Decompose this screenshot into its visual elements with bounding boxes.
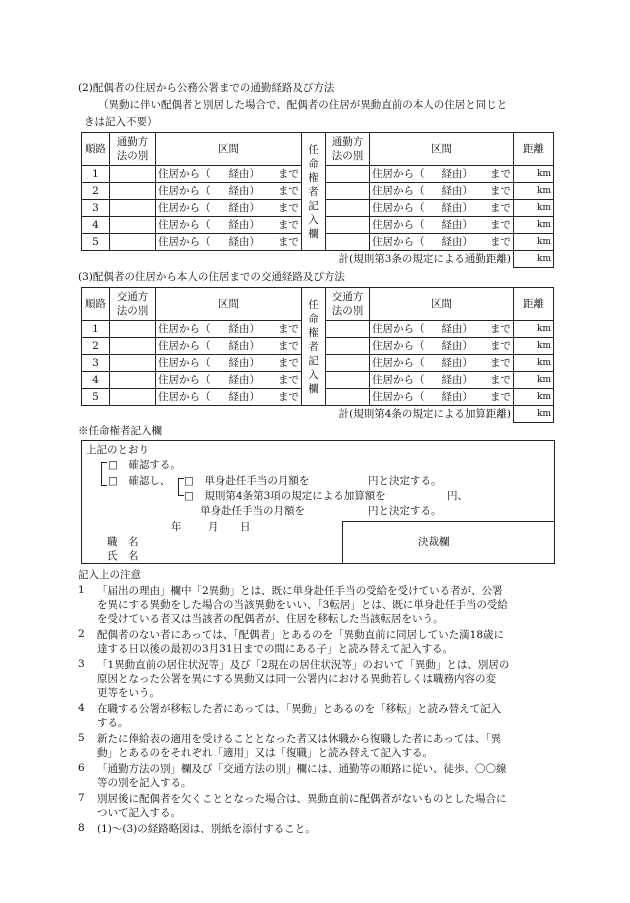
note-item: 「届出の理由」欄中「2異動」とは、既に単身赴任手当の受給を受けている者が、公署 を異にする異動をした場合の当該異動をいい、「3転居」とは、既に単身赴任手当の受給 を受けている者又は当該者の配偶者が、住居を移転した当該転居をいう。 xyxy=(97,585,508,625)
method-cell[interactable] xyxy=(326,338,370,355)
method-cell[interactable] xyxy=(326,234,370,251)
s2-total-label: 計(規則第3条の規定による通勤距離) xyxy=(82,251,514,268)
s2-col-method: 通勤方法の別 xyxy=(110,133,156,166)
method-cell[interactable] xyxy=(110,321,156,338)
s2-total-unit: km xyxy=(514,251,554,268)
s2-ninmei-column: 任 命 権 者 記 入 欄 xyxy=(302,133,326,251)
confirm-with-option[interactable]: □ 確認し、 xyxy=(108,475,171,487)
allowance-option[interactable]: □ 単身赴任手当の月額を xyxy=(184,475,310,487)
brace-left xyxy=(101,462,107,486)
day-label: 日 xyxy=(240,521,251,533)
table-row: 1 住居から（ 経由） まで 住居から（ 経由） まで km xyxy=(82,321,554,338)
note-item: 配偶者のない者にあっては、「配偶者」とあるのを「異動直前に同居していた満18歳に 達する日以後の最初の3月31日までの間にある子」と読み替えて記入する。 xyxy=(97,629,505,655)
method-cell[interactable] xyxy=(326,389,370,406)
s2-col-method-2: 通勤方法の別 xyxy=(326,133,370,166)
note-item: 別居後に配偶者を欠くこととなった場合は、異動直前に配偶者がないものとした場合に ついて記入する。 xyxy=(97,793,507,819)
s3-col-section: 区間 xyxy=(156,288,302,321)
method-cell[interactable] xyxy=(110,200,156,217)
s2-col-order: 順路 xyxy=(82,133,110,166)
table-row: 2 住居から（ 経由） まで 住居から（ 経由） まで km xyxy=(82,183,554,200)
method-cell[interactable] xyxy=(110,372,156,389)
ninmei-heading: ※任命権者記入欄 xyxy=(78,425,162,437)
s3-col-order: 順路 xyxy=(82,288,110,321)
s2-col-distance: 距離 xyxy=(514,133,554,166)
s3-col-method: 交通方法の別 xyxy=(110,288,156,321)
section2-title: (2)配偶者の住居から公務公署までの通勤経路及び方法 xyxy=(78,82,335,94)
above-text: 上記のとおり xyxy=(86,444,149,456)
monthly-decision: 円と決定する。 xyxy=(368,505,442,517)
table-row: 2 住居から（ 経由） まで 住居から（ 経由） まで km xyxy=(82,338,554,355)
table-row: 4 住居から（ 経由） まで 住居から（ 経由） まで km xyxy=(82,372,554,389)
note-number: 7 xyxy=(78,792,85,804)
allowance-decision: 円と決定する。 xyxy=(368,475,442,487)
s3-ninmei-column: 任 命 権 者 記 入 欄 xyxy=(302,288,326,406)
table-row: 3 住居から（ 経由） まで 住居から（ 経由） まで km xyxy=(82,200,554,217)
table-row: 4 住居から（ 経由） まで 住居から（ 経由） まで km xyxy=(82,217,554,234)
name-label: 氏 名 xyxy=(107,550,139,562)
note-number: 4 xyxy=(78,702,85,714)
note-number: 1 xyxy=(78,584,85,596)
note-number: 6 xyxy=(78,762,85,774)
s3-col-method-2: 交通方法の別 xyxy=(326,288,370,321)
additional-option[interactable]: □ 規則第4条第3項の規定による加算額を xyxy=(184,490,386,502)
note-item: 「1異動直前の居住状況等」及び「2現在の居住状況等」のおいて「異動」とは、別居の 原因となった公署を異にする異動又は同一公署内における異動若しくは職務内容の変 更等をいう。 xyxy=(97,659,510,699)
method-cell[interactable] xyxy=(110,355,156,372)
total-row xyxy=(82,251,554,268)
s2-col-section-2: 区間 xyxy=(370,133,514,166)
note-number: 3 xyxy=(78,658,85,670)
decision-label: 決裁欄 xyxy=(418,536,450,548)
note-item: 「通勤方法の別」欄及び「交通方法の別」欄には、通勤等の順路に従い、徒歩、〇〇線 等の別を記入する。 xyxy=(97,763,507,789)
s3-total-unit: km xyxy=(514,406,554,423)
s3-col-section-2: 区間 xyxy=(370,288,514,321)
section3-table xyxy=(81,287,554,423)
method-cell[interactable] xyxy=(110,338,156,355)
method-cell[interactable] xyxy=(110,166,156,183)
table-row: 3 住居から（ 経由） まで 住居から（ 経由） まで km xyxy=(82,355,554,372)
method-cell[interactable] xyxy=(326,355,370,372)
method-cell[interactable] xyxy=(110,234,156,251)
month-label: 月 xyxy=(208,521,219,533)
method-cell[interactable] xyxy=(326,200,370,217)
s3-total-label: 計(規則第4条の規定による加算距離) xyxy=(82,406,514,423)
additional-yen: 円、 xyxy=(447,490,468,502)
note-number: 8 xyxy=(78,822,85,834)
method-cell[interactable] xyxy=(110,389,156,406)
table-row: 5 住居から（ 経由） まで 住居から（ 経由） まで km xyxy=(82,389,554,406)
notes-heading: 記入上の注意 xyxy=(78,569,141,581)
note-item: 在職する公署が移転した者にあっては、「異動」とあるのを「移転」と読み替えて記入 する。 xyxy=(97,703,502,729)
s3-col-distance: 距離 xyxy=(514,288,554,321)
section3-title: (3)配偶者の住居から本人の住居までの交通経路及び方法 xyxy=(78,271,345,283)
method-cell[interactable] xyxy=(326,166,370,183)
confirm-option[interactable]: □ 確認する。 xyxy=(108,459,181,471)
note-number: 5 xyxy=(78,732,85,744)
table-row: 1 住居から（ 経由） まで 住居から（ 経由） まで km xyxy=(82,166,554,183)
method-cell[interactable] xyxy=(326,321,370,338)
method-cell[interactable] xyxy=(326,372,370,389)
method-cell[interactable] xyxy=(326,217,370,234)
method-cell[interactable] xyxy=(110,183,156,200)
note-item: (1)～(3)の経路略図は、別紙を添付すること。 xyxy=(97,823,316,835)
monthly-amount-label: 単身赴任手当の月額を xyxy=(200,505,305,517)
section2-note-line2: きは記入不要） xyxy=(84,116,158,128)
total-row xyxy=(82,406,554,423)
table-row: 5 住居から（ 経由） まで 住居から（ 経由） まで km xyxy=(82,234,554,251)
post-label: 職 名 xyxy=(107,536,139,548)
method-cell[interactable] xyxy=(326,183,370,200)
year-label: 年 xyxy=(171,521,182,533)
note-number: 2 xyxy=(78,628,85,640)
s2-col-section: 区間 xyxy=(156,133,302,166)
section2-note-line1: （異動に伴い配偶者と別居した場合で、配偶者の住居が異動直前の本人の住居と同じと xyxy=(98,99,508,111)
method-cell[interactable] xyxy=(110,217,156,234)
section2-table xyxy=(81,132,554,268)
note-item: 新たに俸給表の適用を受けることとなった者又は休職から復職した者にあっては、「異 動」とあるのをそれぞれ「適用」又は「復職」と読み替えて記入する。 xyxy=(97,733,502,759)
